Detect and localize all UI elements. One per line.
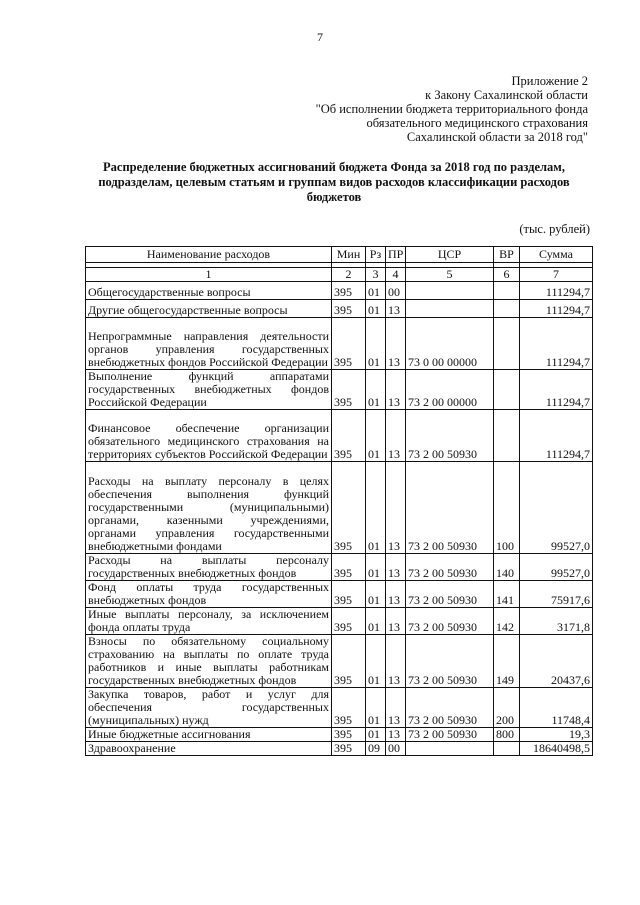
row-name: Здравоохранение: [86, 742, 332, 756]
row-rz: 01: [366, 688, 386, 728]
row-sum: 99527,0: [520, 462, 593, 554]
row-csr: 73 2 00 50930: [406, 581, 494, 608]
row-name: Выполнение функций аппаратами государственных внебюджетных фондов Российской Федерации: [86, 370, 332, 410]
row-min: 395: [332, 282, 366, 300]
row-vr: 800: [494, 728, 520, 742]
row-csr: 73 0 00 00000: [406, 318, 494, 370]
row-name: Иные выплаты персоналу, за исключением фонда оплаты труда: [86, 608, 332, 635]
row-pr: 13: [386, 608, 406, 635]
row-pr: 13: [386, 370, 406, 410]
row-sum: 3171,8: [520, 608, 593, 635]
appendix-line: к Закону Сахалинской области: [425, 88, 588, 102]
row-sum: 75917,6: [520, 581, 593, 608]
budget-table: [85, 246, 593, 756]
row-name: Иные бюджетные ассигнования: [86, 728, 332, 742]
column-number: 1: [86, 268, 332, 282]
row-sum: 111294,7: [520, 300, 593, 318]
appendix-block: [316, 74, 588, 144]
row-vr: [494, 742, 520, 756]
page-number: 7: [317, 30, 323, 44]
row-csr: [406, 282, 494, 300]
row-rz: 01: [366, 318, 386, 370]
row-name: Закупка товаров, работ и услуг для обеспечения государственных (муниципальных) нужд: [86, 688, 332, 728]
row-min: 395: [332, 554, 366, 581]
row-pr: 13: [386, 410, 406, 462]
appendix-line: Приложение 2: [511, 74, 588, 88]
row-rz: 01: [366, 370, 386, 410]
header-min: Мин: [332, 247, 366, 263]
table-row: [86, 608, 593, 635]
header-row: [86, 247, 593, 263]
row-vr: 200: [494, 688, 520, 728]
row-pr: 13: [386, 688, 406, 728]
column-number: 2: [332, 268, 366, 282]
table-row: [86, 554, 593, 581]
row-vr: [494, 410, 520, 462]
table-body: [86, 263, 593, 756]
row-rz: 01: [366, 635, 386, 688]
row-pr: 13: [386, 728, 406, 742]
row-vr: [494, 318, 520, 370]
row-rz: 01: [366, 410, 386, 462]
row-min: 395: [332, 462, 366, 554]
row-pr: 13: [386, 581, 406, 608]
table-row: [86, 688, 593, 728]
row-csr: 73 2 00 50930: [406, 728, 494, 742]
column-number: 3: [366, 268, 386, 282]
row-pr: 13: [386, 462, 406, 554]
header-csr: ЦСР: [406, 247, 494, 263]
row-vr: 149: [494, 635, 520, 688]
row-name: Финансовое обеспечение организации обязательного медицинского страхования на территориях субъектов Российской Федерации: [86, 410, 332, 462]
table-row: [86, 318, 593, 370]
row-vr: [494, 300, 520, 318]
row-csr: 73 2 00 50930: [406, 410, 494, 462]
column-number: 5: [406, 268, 494, 282]
row-csr: 73 2 00 50930: [406, 554, 494, 581]
row-rz: 01: [366, 462, 386, 554]
row-csr: 73 2 00 50930: [406, 608, 494, 635]
row-min: 395: [332, 370, 366, 410]
row-name: Непрограммные направления деятельности органов управления государственных внебюджетных фондов Российской Федерации: [86, 318, 332, 370]
row-sum: 11748,4: [520, 688, 593, 728]
row-rz: 01: [366, 581, 386, 608]
row-rz: 01: [366, 728, 386, 742]
row-min: 395: [332, 581, 366, 608]
title-line: подразделам, целевым статьям и группам видов расходов классификации расходов: [98, 175, 570, 189]
row-min: 395: [332, 635, 366, 688]
row-sum: 18640498,5: [520, 742, 593, 756]
header-pr: ПР: [386, 247, 406, 263]
appendix-line: обязательного медицинского страхования: [366, 116, 588, 130]
row-min: 395: [332, 318, 366, 370]
row-min: 395: [332, 688, 366, 728]
row-rz: 01: [366, 554, 386, 581]
table-row: [86, 282, 593, 300]
row-name: Расходы на выплаты персоналу государственных внебюджетных фондов: [86, 554, 332, 581]
table-row: [86, 728, 593, 742]
row-pr: 13: [386, 300, 406, 318]
row-vr: 140: [494, 554, 520, 581]
row-vr: 142: [494, 608, 520, 635]
header-sum: Сумма: [520, 247, 593, 263]
header-rz: Рз: [366, 247, 386, 263]
table-row: [86, 581, 593, 608]
row-min: 395: [332, 300, 366, 318]
row-name: Фонд оплаты труда государственных внебюджетных фондов: [86, 581, 332, 608]
row-sum: 19,3: [520, 728, 593, 742]
row-csr: 73 2 00 50930: [406, 635, 494, 688]
appendix-line: Сахалинской области за 2018 год": [406, 130, 588, 144]
row-csr: 73 2 00 50930: [406, 462, 494, 554]
row-vr: [494, 282, 520, 300]
row-min: 395: [332, 728, 366, 742]
row-name: Взносы по обязательному социальному страхованию на выплаты по оплате труда работников и иные выплаты работникам государственных внебюджетных фондов: [86, 635, 332, 688]
row-sum: 111294,7: [520, 370, 593, 410]
row-vr: [494, 370, 520, 410]
table-row: [86, 410, 593, 462]
column-number: 6: [494, 268, 520, 282]
row-vr: 100: [494, 462, 520, 554]
row-csr: 73 2 00 00000: [406, 370, 494, 410]
title-line: Распределение бюджетных ассигнований бюджета Фонда за 2018 год по разделам,: [103, 160, 565, 174]
row-pr: 13: [386, 318, 406, 370]
row-rz: 01: [366, 282, 386, 300]
row-name: Общегосударственные вопросы: [86, 282, 332, 300]
row-sum: 111294,7: [520, 318, 593, 370]
table-row: [86, 370, 593, 410]
table-row: [86, 742, 593, 756]
row-sum: 99527,0: [520, 554, 593, 581]
row-pr: 00: [386, 742, 406, 756]
row-min: 395: [332, 742, 366, 756]
column-number: 4: [386, 268, 406, 282]
row-rz: 01: [366, 608, 386, 635]
row-rz: 01: [366, 300, 386, 318]
column-number-row: [86, 268, 593, 282]
title-line: бюджетов: [306, 190, 362, 204]
appendix-line: "Об исполнении бюджета территориального фонда: [315, 102, 588, 116]
row-min: 395: [332, 608, 366, 635]
row-sum: 111294,7: [520, 410, 593, 462]
row-sum: 111294,7: [520, 282, 593, 300]
document-title: [84, 160, 584, 205]
row-name: Другие общегосударственные вопросы: [86, 300, 332, 318]
table-row: [86, 635, 593, 688]
header-name: Наименование расходов: [86, 247, 332, 263]
row-csr: [406, 742, 494, 756]
table-row: [86, 300, 593, 318]
column-number: 7: [520, 268, 593, 282]
row-rz: 09: [366, 742, 386, 756]
row-csr: 73 2 00 50930: [406, 688, 494, 728]
table-row: [86, 462, 593, 554]
row-pr: 00: [386, 282, 406, 300]
units-label: (тыс. рублей): [519, 222, 590, 236]
row-csr: [406, 300, 494, 318]
row-min: 395: [332, 410, 366, 462]
row-vr: 141: [494, 581, 520, 608]
row-pr: 13: [386, 635, 406, 688]
header-vr: ВР: [494, 247, 520, 263]
row-name: Расходы на выплату персоналу в целях обеспечения выполнения функций государственными (муниципальными) органами, казенными учреждениями, органами управления государственными внебюджетными фондами: [86, 462, 332, 554]
row-sum: 20437,6: [520, 635, 593, 688]
row-pr: 13: [386, 554, 406, 581]
